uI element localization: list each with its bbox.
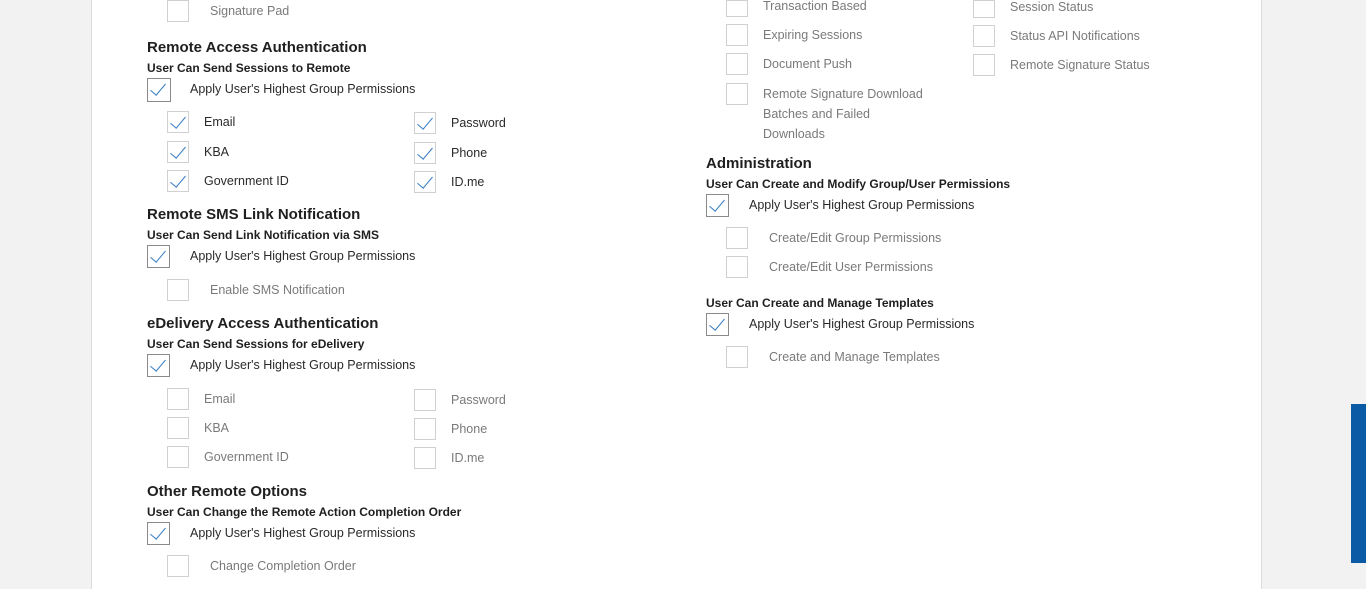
edelivery-password-label: Password [451, 393, 506, 407]
remote-access-apply-label: Apply User's Highest Group Permissions [190, 82, 416, 96]
edelivery-apply-checkbox[interactable] [147, 354, 170, 377]
remote-signature-download-checkbox[interactable] [726, 83, 748, 105]
remote-signature-download-label-line2: Batches and Failed [763, 107, 871, 121]
signature-pad-label: Signature Pad [210, 4, 290, 18]
remote-access-idme-label: ID.me [451, 175, 485, 189]
remote-signature-download-label-line3: Downloads [763, 127, 825, 141]
enable-sms-notification-label: Enable SMS Notification [210, 283, 345, 297]
edelivery-apply-label: Apply User's Highest Group Permissions [190, 358, 416, 372]
edelivery-kba-checkbox[interactable] [167, 417, 189, 439]
change-completion-order-label: Change Completion Order [210, 559, 356, 573]
remote-access-apply-checkbox[interactable] [147, 78, 171, 102]
create-edit-user-permissions-checkbox[interactable] [726, 256, 748, 278]
templates-apply-label: Apply User's Highest Group Permissions [749, 317, 975, 331]
other-remote-title: Other Remote Options [147, 483, 308, 500]
edelivery-idme-label: ID.me [451, 451, 485, 465]
remote-access-government-id-checkbox[interactable] [167, 170, 189, 192]
change-completion-order-checkbox[interactable] [167, 555, 189, 577]
other-remote-apply-checkbox[interactable] [147, 522, 170, 545]
create-manage-templates-checkbox[interactable] [726, 346, 748, 368]
check-icon [709, 314, 725, 331]
check-icon [170, 112, 186, 129]
remote-signature-status-label: Remote Signature Status [1010, 58, 1150, 72]
edelivery-email-checkbox[interactable] [167, 388, 189, 410]
edelivery-idme-checkbox[interactable] [414, 447, 436, 469]
remote-access-subtitle: User Can Send Sessions to Remote [147, 61, 351, 75]
transaction-based-label: Transaction Based [763, 0, 867, 13]
check-icon [150, 79, 166, 96]
check-icon [150, 246, 166, 263]
enable-sms-notification-checkbox[interactable] [167, 279, 189, 301]
edelivery-government-id-label: Government ID [204, 450, 289, 464]
remote-access-password-label: Password [451, 116, 506, 130]
check-icon [417, 113, 433, 130]
status-api-notifications-checkbox[interactable] [973, 25, 995, 47]
check-icon [150, 523, 166, 540]
check-icon [170, 142, 186, 159]
create-edit-group-permissions-label: Create/Edit Group Permissions [769, 231, 942, 245]
remote-access-kba-label: KBA [204, 145, 230, 159]
edelivery-password-checkbox[interactable] [414, 389, 436, 411]
edelivery-title: eDelivery Access Authentication [147, 315, 379, 332]
edelivery-email-label: Email [204, 392, 236, 406]
transaction-based-checkbox[interactable] [726, 0, 748, 17]
check-icon [417, 172, 433, 189]
remote-access-government-id-label: Government ID [204, 174, 289, 188]
remote-sms-title: Remote SMS Link Notification [147, 206, 361, 223]
create-edit-group-permissions-checkbox[interactable] [726, 227, 748, 249]
edelivery-kba-label: KBA [204, 421, 230, 435]
remote-access-phone-label: Phone [451, 146, 488, 160]
edelivery-phone-checkbox[interactable] [414, 418, 436, 440]
remote-access-phone-checkbox[interactable] [414, 142, 436, 164]
other-remote-apply-label: Apply User's Highest Group Permissions [190, 526, 416, 540]
remote-access-title: Remote Access Authentication [147, 39, 367, 56]
check-icon [170, 171, 186, 188]
create-manage-templates-label: Create and Manage Templates [769, 350, 940, 364]
session-status-checkbox[interactable] [973, 0, 995, 18]
administration-title: Administration [706, 155, 812, 172]
expiring-sessions-label: Expiring Sessions [763, 28, 863, 42]
status-api-notifications-label: Status API Notifications [1010, 29, 1140, 43]
remote-access-idme-checkbox[interactable] [414, 171, 436, 193]
remote-signature-status-checkbox[interactable] [973, 54, 995, 76]
other-remote-subtitle: User Can Change the Remote Action Completion Order [147, 505, 462, 519]
administration-apply-label: Apply User's Highest Group Permissions [749, 198, 975, 212]
remote-access-email-label: Email [204, 115, 236, 129]
remote-sms-apply-label: Apply User's Highest Group Permissions [190, 249, 416, 263]
remote-access-email-checkbox[interactable] [167, 111, 189, 133]
session-status-label: Session Status [1010, 0, 1094, 14]
remote-sms-subtitle: User Can Send Link Notification via SMS [147, 228, 380, 242]
edelivery-subtitle: User Can Send Sessions for eDelivery [147, 337, 365, 351]
remote-access-kba-checkbox[interactable] [167, 141, 189, 163]
templates-apply-checkbox[interactable] [706, 313, 729, 336]
create-edit-user-permissions-label: Create/Edit User Permissions [769, 260, 933, 274]
remote-access-password-checkbox[interactable] [414, 112, 436, 134]
scrollbar-thumb[interactable] [1351, 404, 1366, 563]
check-icon [417, 143, 433, 160]
check-icon [709, 195, 725, 212]
remote-signature-download-label: Remote Signature Download [763, 87, 923, 101]
document-push-checkbox[interactable] [726, 53, 748, 75]
document-push-label: Document Push [763, 57, 852, 71]
check-icon [150, 355, 166, 372]
signature-pad-checkbox[interactable] [167, 0, 189, 22]
templates-subtitle: User Can Create and Manage Templates [706, 296, 934, 310]
administration-subtitle: User Can Create and Modify Group/User Permissions [706, 177, 1011, 191]
expiring-sessions-checkbox[interactable] [726, 24, 748, 46]
edelivery-phone-label: Phone [451, 422, 488, 436]
edelivery-government-id-checkbox[interactable] [167, 446, 189, 468]
administration-apply-checkbox[interactable] [706, 194, 729, 217]
remote-sms-apply-checkbox[interactable] [147, 245, 170, 268]
